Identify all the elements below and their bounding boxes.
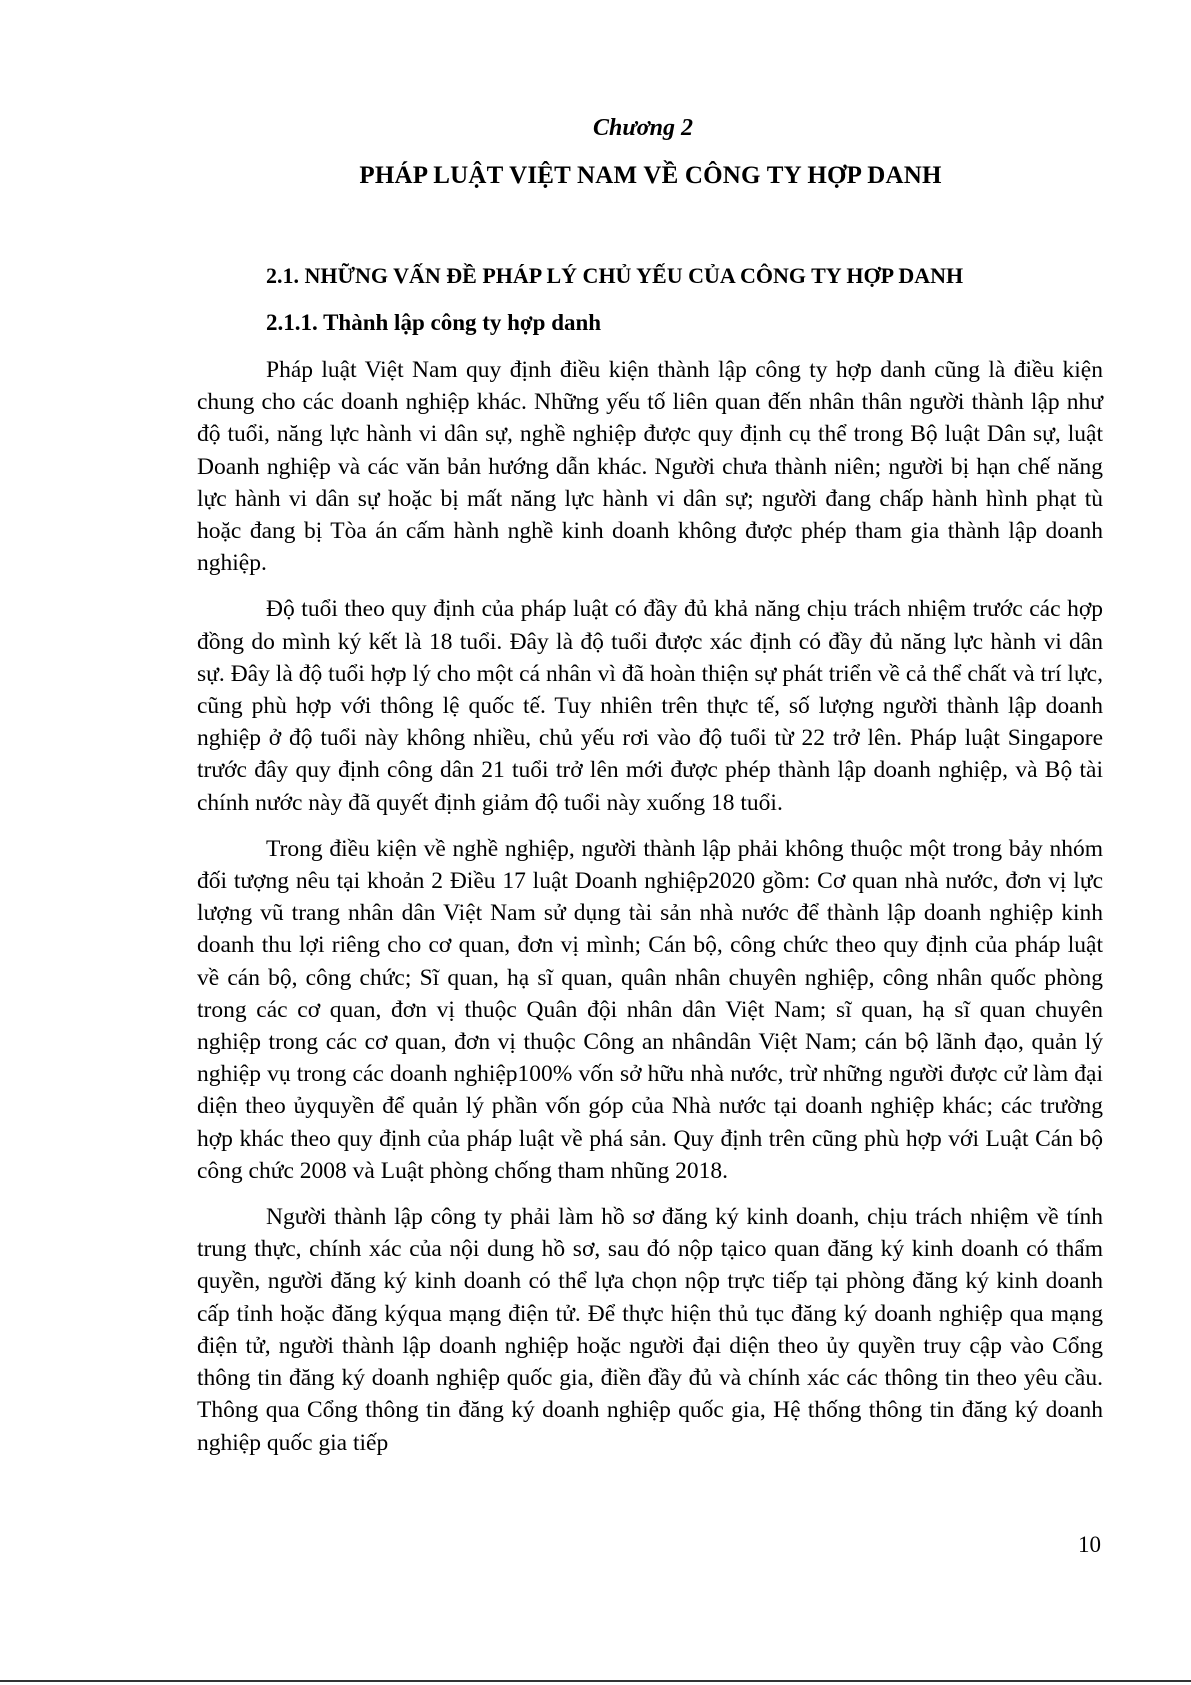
chapter-title: PHÁP LUẬT VIỆT NAM VỀ CÔNG TY HỢP DANH [359, 162, 942, 189]
page-number: 10 [1078, 1532, 1101, 1557]
paragraph-age-requirement: Độ tuổi theo quy định của pháp luật có đầy đủ khả năng chịu trách nhiệm trước các hợp đồng do mình ký kết là 18 tuổi. Đây là độ tuổi được xác định có đầy đủ năng lực hành vi dân sự. Đây là độ tuổi hợp lý cho một cá nhân vì đã hoàn thiện sự phát triển về cả thể chất và trí lực, cũng phù hợp với thông lệ quốc tế. Tuy nhiên trên thực tế, số lượng người thành lập doanh nghiệp ở độ tuổi này không nhiều, chủ yếu rơi vào độ tuổi từ 22 trở lên. Pháp luật Singapore trước đây quy định công dân 21 tuổi trở lên mới được phép thành lập doanh nghiệp, và Bộ tài chính nước này đã quyết định giảm độ tuổi này xuống 18 tuổi. [197, 596, 1103, 816]
paragraph-registration-procedure: Người thành lập công ty phải làm hồ sơ đăng ký kinh doanh, chịu trách nhiệm về tính trung thực, chính xác của nội dung hồ sơ, sau đó nộp tạico quan đăng ký kinh doanh có thẩm quyền, người đăng ký kinh doanh có thể lựa chọn nộp trực tiếp tại phòng đăng ký kinh doanh cấp tỉnh hoặc đăng kýqua mạng điện tử. Để thực hiện thủ tục đăng ký doanh nghiệp qua mạng điện tử, người thành lập doanh nghiệp hoặc người đại diện theo ủy quyền truy cập vào Cổng thông tin đăng ký doanh nghiệp quốc gia, điền đầy đủ và chính xác các thông tin theo yêu cầu. Thông qua Cổng thông tin đăng ký doanh nghiệp quốc gia, Hệ thống thông tin đăng ký doanh nghiệp quốc gia tiếp [197, 1204, 1103, 1456]
paragraph-founding-conditions: Pháp luật Việt Nam quy định điều kiện thành lập công ty hợp danh cũng là điều kiện chung cho các doanh nghiệp khác. Những yếu tố liên quan đến nhân thân người thành lập như độ tuổi, năng lực hành vi dân sự, nghề nghiệp được quy định cụ thể trong Bộ luật Dân sự, luật Doanh nghiệp và các văn bản hướng dẫn khác. Người chưa thành niên; người bị hạn chế năng lực hành vi dân sự hoặc bị mất năng lực hành vi dân sự; người đang chấp hành hình phạt tù hoặc đang bị Tòa án cấm hành nghề kinh doanh không được phép tham gia thành lập doanh nghiệp. [197, 357, 1103, 577]
body-text [197, 354, 1103, 1473]
paragraph-profession-requirement: Trong điều kiện về nghề nghiệp, người thành lập phải không thuộc một trong bảy nhóm đối tượng nêu tại khoản 2 Điều 17 luật Doanh nghiệp2020 gồm: Cơ quan nhà nước, đơn vị lực lượng vũ trang nhân dân Việt Nam sử dụng tài sản nhà nước để thành lập doanh nghiệp kinh doanh thu lợi riêng cho cơ quan, đơn vị mình; Cán bộ, công chức theo quy định của pháp luật về cán bộ, công chức; Sĩ quan, hạ sĩ quan, quân nhân chuyên nghiệp, công nhân quốc phòng trong các cơ quan, đơn vị thuộc Quân đội nhân dân Việt Nam; sĩ quan, hạ sĩ quan chuyên nghiệp trong các cơ quan, đơn vị thuộc Công an nhândân Việt Nam; cán bộ lãnh đạo, quản lý nghiệp vụ trong các doanh nghiệp100% vốn sở hữu nhà nước, trừ những người được cử làm đại diện theo ủyquyền để quản lý phần vốn góp của Nhà nước tại doanh nghiệp khác; các trường hợp khác theo quy định của pháp luật về phá sản. Quy định trên cũng phù hợp với Luật Cán bộ công chức 2008 và Luật phòng chống tham nhũng 2018. [197, 835, 1103, 1184]
section-heading: 2.1. NHỮNG VẤN ĐỀ PHÁP LÝ CHỦ YẾU CỦA CÔNG TY HỢP DANH [266, 263, 964, 288]
chapter-label: Chương 2 [593, 115, 693, 141]
subsection-heading: 2.1.1. Thành lập công ty hợp danh [266, 310, 602, 335]
page-bottom-divider [0, 1680, 1191, 1682]
